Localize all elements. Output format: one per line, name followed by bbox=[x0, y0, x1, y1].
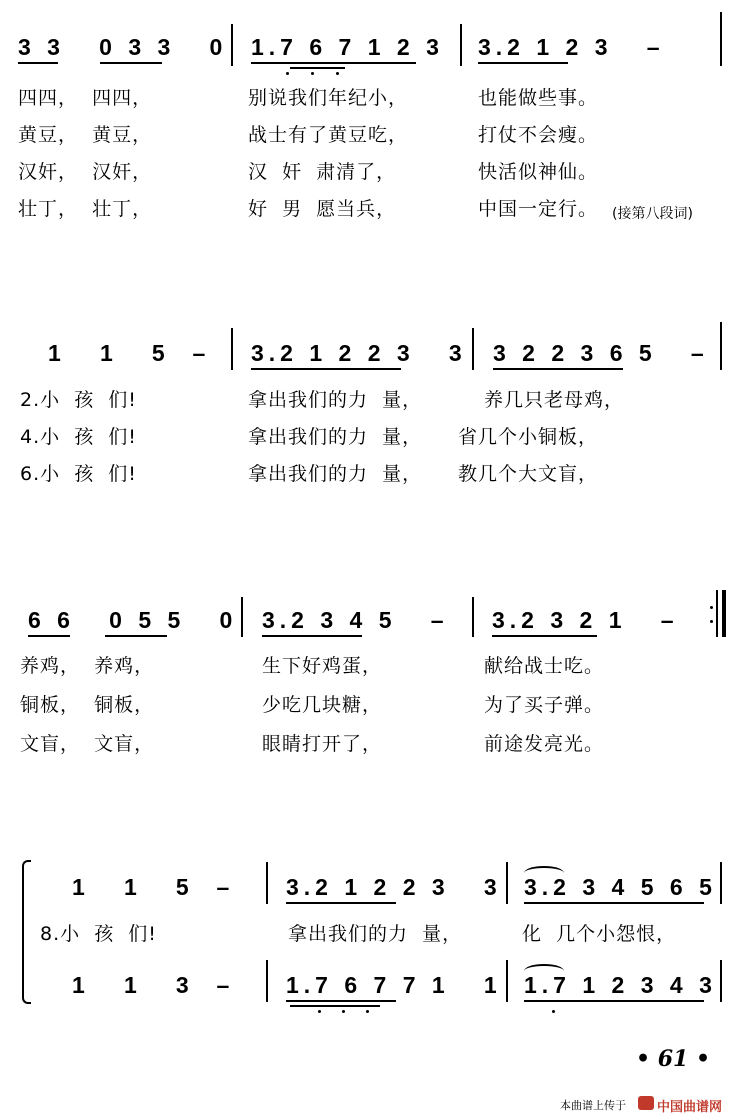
beam-underline bbox=[290, 1005, 380, 1007]
lyric-line-2b: 战士有了黄豆吃， bbox=[248, 124, 409, 146]
lyric-line-3c: 前途发亮光。 bbox=[484, 733, 605, 755]
lyric-line-3b: 拿出我们的力 量， bbox=[248, 463, 423, 485]
lyric-line-8c: 化 几个小怨恨， bbox=[522, 923, 677, 945]
measure-2-notes: 1.7 6 7 1 2 3 bbox=[251, 34, 444, 60]
lyric-line-3c: 教几个大文盲， bbox=[458, 463, 599, 485]
lyric-line-4a: 壮丁， 壮丁， bbox=[18, 198, 153, 220]
barline bbox=[720, 960, 722, 1002]
lyric-line-2c: 为了买子弹。 bbox=[484, 694, 605, 716]
lyric-line-2c: 省几个小铜板， bbox=[458, 426, 599, 448]
lyric-line-1b: 别说我们年纪小， bbox=[248, 87, 409, 109]
low-octave-dot bbox=[286, 72, 289, 75]
end-barline-thick bbox=[722, 590, 726, 637]
beam-underline bbox=[251, 62, 416, 64]
lyric-line-3b: 汉 奸 肃清了， bbox=[248, 161, 397, 183]
beam-underline bbox=[262, 635, 362, 637]
low-octave-dot bbox=[552, 1010, 555, 1013]
low-octave-dot bbox=[342, 1010, 345, 1013]
beam-underline bbox=[524, 902, 704, 904]
lyric-line-1a: 四四， 四四， bbox=[18, 87, 153, 109]
lyric-line-3a: 6.小 孩 们! bbox=[20, 463, 137, 485]
beam-underline bbox=[286, 1000, 396, 1002]
beam-underline bbox=[251, 368, 401, 370]
lyric-line-2a: 4.小 孩 们! bbox=[20, 426, 137, 448]
lyric-line-1a: 2.小 孩 们! bbox=[20, 389, 137, 411]
barline bbox=[460, 24, 462, 66]
repeat-dot bbox=[710, 606, 713, 609]
low-octave-dot bbox=[311, 72, 314, 75]
beam-underline bbox=[492, 635, 597, 637]
barline bbox=[720, 862, 722, 904]
lyric-line-2a: 黄豆， 黄豆， bbox=[18, 124, 153, 146]
measure-1-notes: 1 1 5 – bbox=[48, 340, 211, 366]
site-logo-icon bbox=[638, 1096, 654, 1110]
repeat-dot bbox=[710, 620, 713, 623]
barline bbox=[472, 597, 474, 637]
lyric-line-1c: 养几只老母鸡， bbox=[484, 389, 625, 411]
barline bbox=[506, 862, 508, 904]
measure-1-notes: 6 6 0 5 5 0 bbox=[28, 607, 238, 633]
beam-underline bbox=[493, 368, 623, 370]
barline bbox=[231, 328, 233, 370]
lower-measure-2-notes: 1.7 6 7 7 1 1 bbox=[286, 972, 502, 998]
lyric-line-3b: 眼睛打开了， bbox=[262, 733, 383, 755]
lyric-line-2a: 铜板， 铜板， bbox=[20, 694, 155, 716]
low-octave-dot bbox=[336, 72, 339, 75]
measure-2-notes: 3.2 3 4 5 – bbox=[262, 607, 449, 633]
system-bracket bbox=[22, 860, 31, 1004]
lyric-line-1a: 养鸡， 养鸡， bbox=[20, 655, 155, 677]
measure-3-notes: 3.2 3 2 1 – bbox=[492, 607, 679, 633]
barline bbox=[266, 960, 268, 1002]
lyric-line-4c: 中国一定行。 bbox=[478, 198, 599, 220]
lyric-line-3c: 快活似神仙。 bbox=[478, 161, 599, 183]
beam-underline bbox=[478, 62, 568, 64]
footer-upload-text: 本曲谱上传于 bbox=[560, 1099, 626, 1112]
lyric-line-1b: 生下好鸡蛋， bbox=[262, 655, 383, 677]
lyric-line-2c: 打仗不会瘦。 bbox=[478, 124, 599, 146]
measure-3-notes: 3 2 2 3 6 5 – bbox=[493, 340, 709, 366]
barline bbox=[720, 322, 722, 370]
beam-underline bbox=[28, 635, 70, 637]
footer-site-name: 中国曲谱网 bbox=[657, 1100, 723, 1115]
lyric-line-1b: 拿出我们的力 量， bbox=[248, 389, 423, 411]
measure-3-notes: 3.2 1 2 3 – bbox=[478, 34, 665, 60]
slur bbox=[524, 866, 564, 880]
lyric-line-2b: 少吃几块糖， bbox=[262, 694, 383, 716]
lyric-line-8a: 8.小 孩 们! bbox=[40, 923, 157, 945]
beam-underline bbox=[100, 62, 162, 64]
lyric-line-1c: 献给战士吃。 bbox=[484, 655, 605, 677]
lyric-line-4b: 好 男 愿当兵， bbox=[248, 198, 397, 220]
beam-underline bbox=[524, 1000, 704, 1002]
barline bbox=[506, 960, 508, 1002]
measure-2-notes: 3.2 1 2 2 3 3 bbox=[251, 340, 467, 366]
lyric-line-1c: 也能做些事。 bbox=[478, 87, 599, 109]
lower-measure-1-notes: 1 1 3 – bbox=[72, 972, 235, 998]
lower-measure-3-notes: 1.7 1 2 3 4 3 bbox=[524, 972, 717, 998]
low-octave-dot bbox=[318, 1010, 321, 1013]
measure-1-notes: 3 3 0 3 3 0 bbox=[18, 34, 228, 60]
lyric-line-2b: 拿出我们的力 量， bbox=[248, 426, 423, 448]
lyric-line-8b: 拿出我们的力 量， bbox=[288, 923, 463, 945]
lyric-line-3a: 汉奸， 汉奸， bbox=[18, 161, 153, 183]
barline bbox=[241, 597, 243, 637]
upper-measure-3-notes: 3.2 3 4 5 6 5 bbox=[524, 874, 717, 900]
beam-underline bbox=[290, 67, 345, 69]
barline bbox=[720, 12, 722, 66]
barline bbox=[472, 328, 474, 370]
slur bbox=[524, 964, 564, 978]
beam-underline bbox=[286, 902, 396, 904]
upper-measure-1-notes: 1 1 5 – bbox=[72, 874, 235, 900]
beam-underline bbox=[18, 62, 58, 64]
low-octave-dot bbox=[366, 1010, 369, 1013]
barline bbox=[231, 24, 233, 66]
repeat-note: (接第八段词) bbox=[612, 206, 693, 222]
barline bbox=[266, 862, 268, 904]
page-number: • 61 • bbox=[636, 1046, 711, 1072]
lyric-line-3a: 文盲， 文盲， bbox=[20, 733, 155, 755]
end-barline-thin bbox=[716, 590, 718, 637]
upper-measure-2-notes: 3.2 1 2 2 3 3 bbox=[286, 874, 502, 900]
beam-underline bbox=[105, 635, 167, 637]
